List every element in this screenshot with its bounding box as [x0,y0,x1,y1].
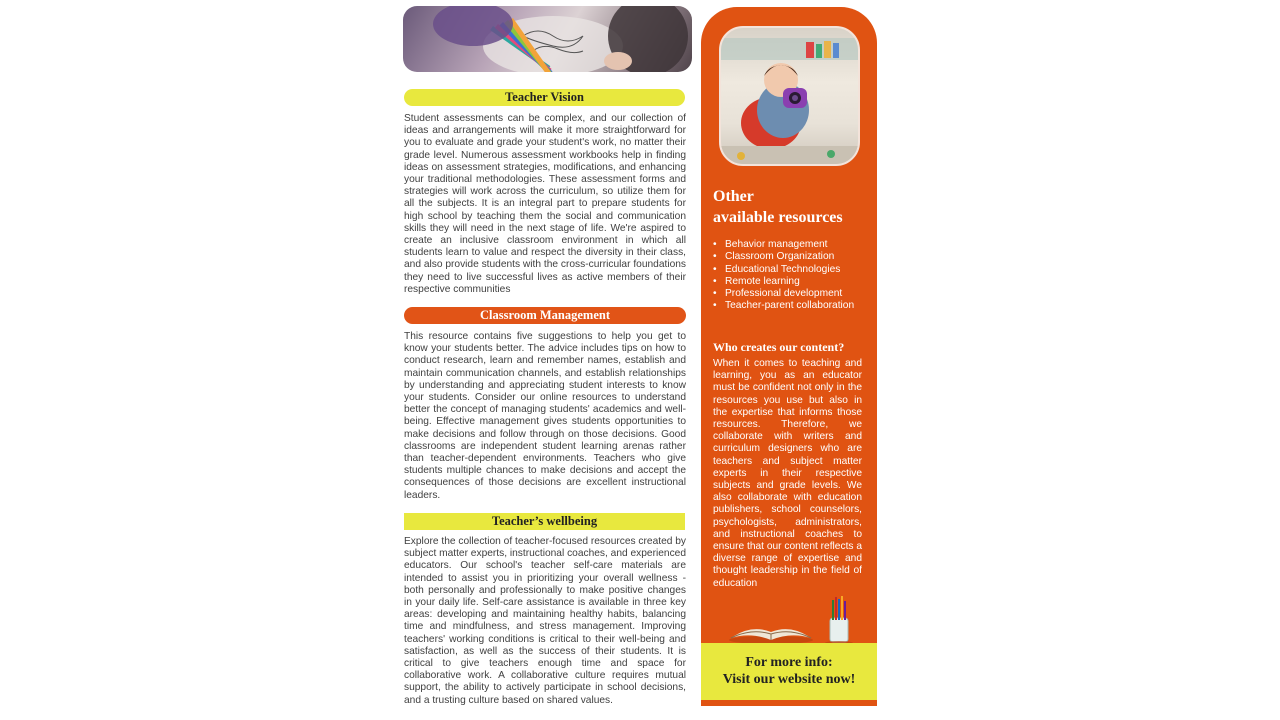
teacher-wellbeing-heading: Teacher’s wellbeing [404,513,685,530]
left-column [403,6,689,72]
other-resources-title-line2: available resources [713,209,843,226]
sidebar-panel [701,7,877,706]
more-info-line1: For more info: [745,655,833,670]
child-photo-illustration [721,28,858,164]
list-item: • Professional development [713,288,854,300]
more-info-line2: Visit our website now! [722,672,856,687]
list-item: • Teacher-parent collaboration [713,300,854,312]
other-resources-title [713,186,873,228]
hero-image-children-drawing [403,6,692,72]
other-resources-title-line1: Other [713,188,754,205]
book-and-pencils-illustration [726,592,856,647]
who-creates-heading: Who creates our content? [713,340,845,354]
teacher-wellbeing-text: Explore the collection of teacher-focused resources created by subject matter experts, instructional coaches, and experienced educators. Our school's teacher self-care materials are intended to assist you in prioritizing your overall wellness - both personally and professionally to make positive changes in your daily life. Self-care assistance is available in three key areas: developing and maintaining healthy habits, balancing time and mindfulness, and stress management. Improving teachers' working conditions is critical to their well-being and satisfaction, as well as the success of their students. It is critical to give teachers enough time and space for collaborative work. A collaborative culture requires mutual support, the ability to actively participate in school decisions, and a trusting culture based on shared values. [404,536,687,706]
teacher-vision-heading: Teacher Vision [404,89,685,106]
list-item: • Educational Technologies [713,264,854,276]
classroom-management-text: This resource contains five suggestions to help you get to know your students better. The advice includes tips on how to conduct research, learn and remember names, establish and maintain communication channels, and establish relationships by understanding and appreciating student interests to know your students. Consider our online resources to understand better the concept of managing students' academics and well-being. Effective management gives students opportunities to make decisions and follow through on those decisions. Good classrooms are independent student learning arenas rather than teacher-dependent environments. Teachers who give students multiple chances to make decisions and accept the consequences of those decisions are excellent instructional leaders. [404,331,686,501]
bottom-strip [701,700,877,706]
list-item: • Remote learning [713,276,854,288]
more-info-box [701,643,877,700]
teacher-vision-text: Student assessments can be complex, and our collection of ideas and arrangements will make it more straightforward for you to evaluate and grade your student's work, no matter their grade level. Numerous assessment workbooks help in finding ideas on assessment strategies, modifications, and enhancing your traditional methodologies. These assessment forms and strategies will work across the curriculum, so utilize them for all the subjects. It is an integral part to prepare students for high school by teaching them the social and communication skills they will need in the next stage of life. We're aspired to create an inclusive classroom environment in which all students learn to value and respect the diversity in their class, and also provide students with the cross-curricular foundations they need to live successful lives as active members of their respective communities [404,113,687,295]
who-creates-text: When it comes to teaching and learning, you as an educator must be confident not only in the resources you use but also in the expertise that informs those resources. Therefore, we collaborate with writers and curriculum designers who are teachers and subject matter experts in their respective subjects and grade levels. We also collaborate with education publishers, school counselors, psychologists, administrators, and instructional coaches to ensure that our content reflects a diverse range of expertise and thought leadership in the field of education [713,358,862,589]
resources-list [713,239,854,313]
list-item: • Behavior management [713,239,854,251]
classroom-management-heading: Classroom Management [404,307,686,324]
child-with-camera-photo [719,26,860,166]
markers-illustration [403,6,692,72]
list-item: • Classroom Organization [713,251,854,263]
